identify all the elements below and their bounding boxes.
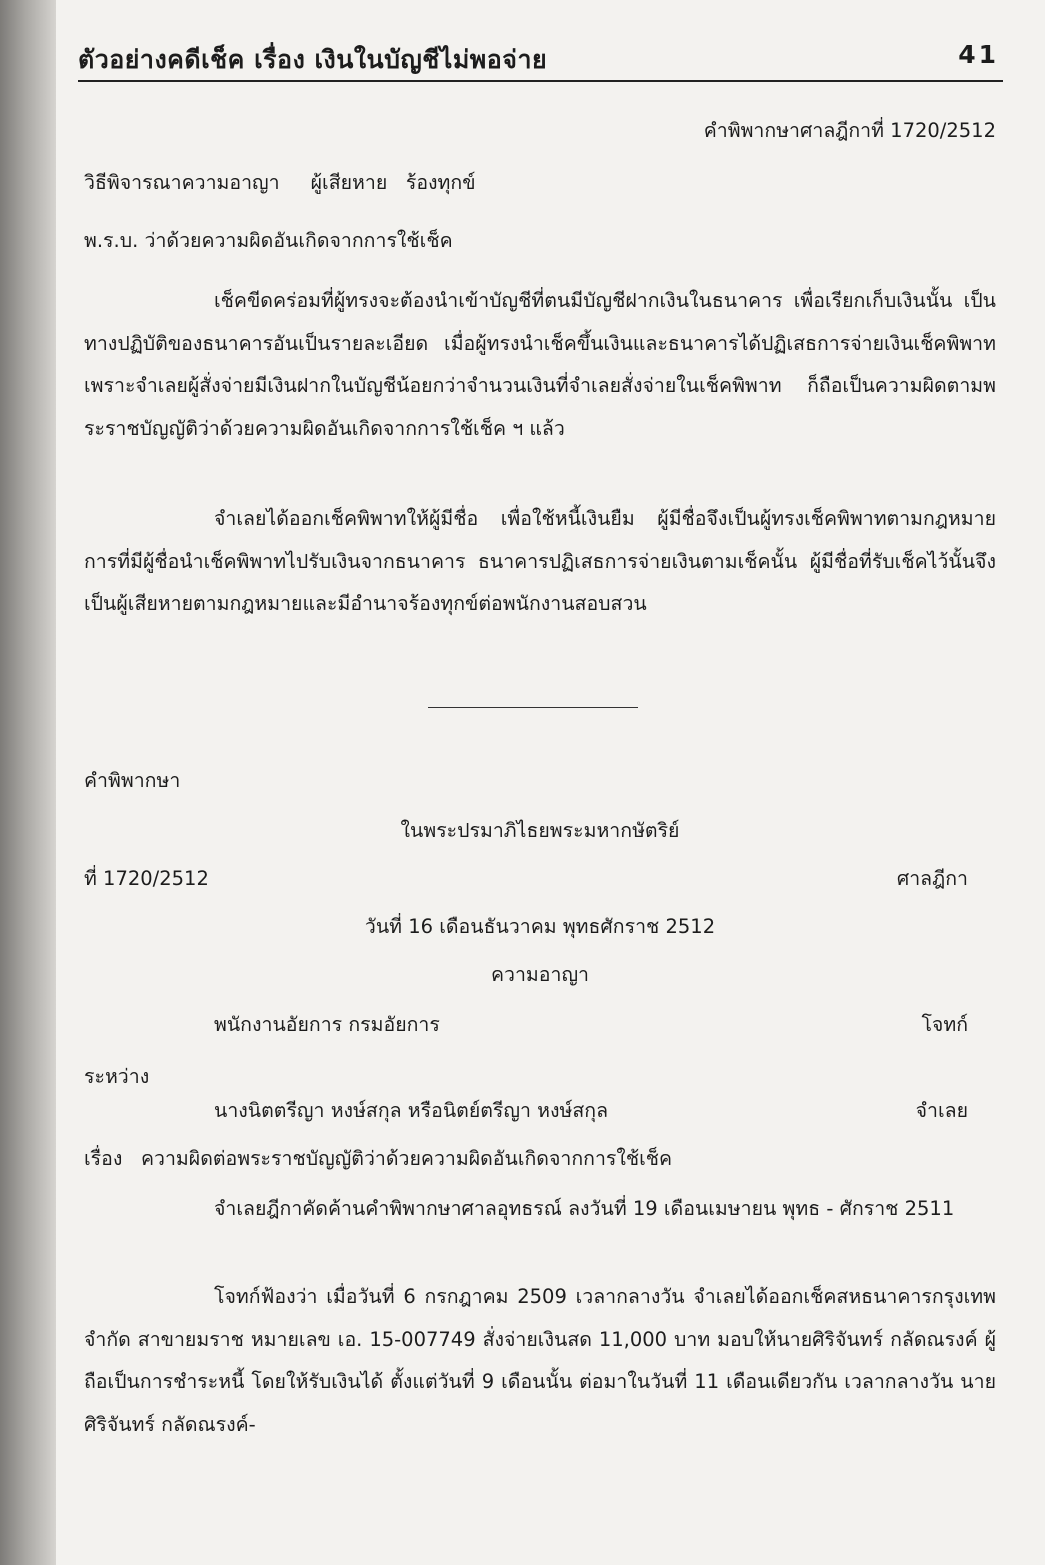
summary-paragraph-2: จำเลยได้ออกเช็คพิพาทให้ผู้มีชื่อ เพื่อใช้หนี้เงินยืม ผู้มีชื่อจึงเป็นผู้ทรงเช็คพิพาทตามกฎหมาย การที่มีผู้ชื่อนำเช็คพิพาทไปรับเงินจากธนาคาร ธนาคารปฏิเสธการจ่ายเงินตามเช็คนั้น ผู้มีชื่อที่รับเช็คไว้นั้นจึงเป็นผู้เสียหายตามกฎหมายและมีอำนาจร้องทุกข์ต่อพนักงานสอบสวน [84,507,996,615]
plaintiff-name: พนักงานอัยการ กรมอัยการ [214,1013,440,1036]
defendant-name: นางนิตตรีญา หงษ์สกุล หรือนิตย์ตรีญา หงษ์สกุล [214,1099,609,1122]
facts-paragraph: โจทก์ฟ้องว่า เมื่อวันที่ 6 กรกฎาคม 2509 เวลากลางวัน จำเลยได้ออกเช็คสหธนาคารกรุงเทพ จำกัด สาขายมราช หมายเลข เอ. 15-007749 สั่งจ่ายเงินสด 11,000 บาท มอบให้นายศิริจันทร์ กลัดณรงค์ ผู้ถือเป็นการชำระหนี้ โดยให้รับเงินได้ ตั้งแต่วันที่ 9 เดือนนั้น ต่อมาในวันที่ 11 เดือนเดียวกัน เวลากลางวัน นายศิริจันทร์ กลัดณรงค์- [84,1285,996,1436]
case-keywords: วิธีพิจารณาความอาญา ผู้เสียหาย ร้องทุกข์ [84,171,476,194]
page-number: 41 [958,40,999,69]
court-name: ศาลฎีกา [896,867,968,890]
case-reference: คำพิพากษาศาลฎีกาที่ 1720/2512 [703,119,996,142]
act-title: พ.ร.บ. ว่าด้วยความผิดอันเกิดจากการใช้เช็ค [84,229,453,252]
defendant-role: จำเลย [915,1099,968,1122]
judgment-date: วันที่ 16 เดือนธันวาคม พุทธศักราช 2512 [364,915,716,938]
running-header-title: ตัวอย่างคดีเช็ค เรื่อง เงินในบัญชีไม่พอจ่าย [78,45,548,74]
case-type: ความอาญา [490,963,590,986]
plaintiff-role: โจทก์ [921,1013,968,1036]
case-subject: เรื่อง ความผิดต่อพระราชบัญญัติว่าด้วยความผิดอันเกิดจากการใช้เช็ค [84,1147,673,1170]
header-rule [78,80,1003,82]
summary-paragraph-1: เช็คขีดคร่อมที่ผู้ทรงจะต้องนำเข้าบัญชีที่ตนมีบัญชีฝากเงินในธนาคาร เพื่อเรียกเก็บเงินนั้น เป็นทางปฏิบัติของธนาคารอันเป็นรายละเอียด เมื่อผู้ทรงนำเช็คขึ้นเงินและธนาคารได้ปฏิเสธการจ่ายเงินเช็คพิพาท เพราะจำเลยผู้สั่งจ่ายมีเงินฝากในบัญชีน้อยกว่าจำนวนเงินที่จำเลยสั่งจ่ายในเช็คพิพาท ก็ถือเป็นความผิดตามพระราชบัญญัติว่าด้วยความผิดอันเกิดจากการใช้เช็ค ฯ แล้ว [84,289,996,440]
section-divider [428,707,638,708]
book-binding-shadow [0,0,56,1565]
appeal-paragraph: จำเลยฎีกาคัดค้านคำพิพากษาศาลอุทธรณ์ ลงวันที่ 19 เดือนเมษายน พุทธ - ศักราช 2511 [214,1197,955,1220]
between-label: ระหว่าง [84,1065,150,1088]
book-page [56,0,1045,1565]
judgment-heading: คำพิพากษา [84,769,181,792]
judgment-number: ที่ 1720/2512 [84,867,209,890]
royal-invocation: ในพระปรมาภิไธยพระมหากษัตริย์ [400,819,680,842]
